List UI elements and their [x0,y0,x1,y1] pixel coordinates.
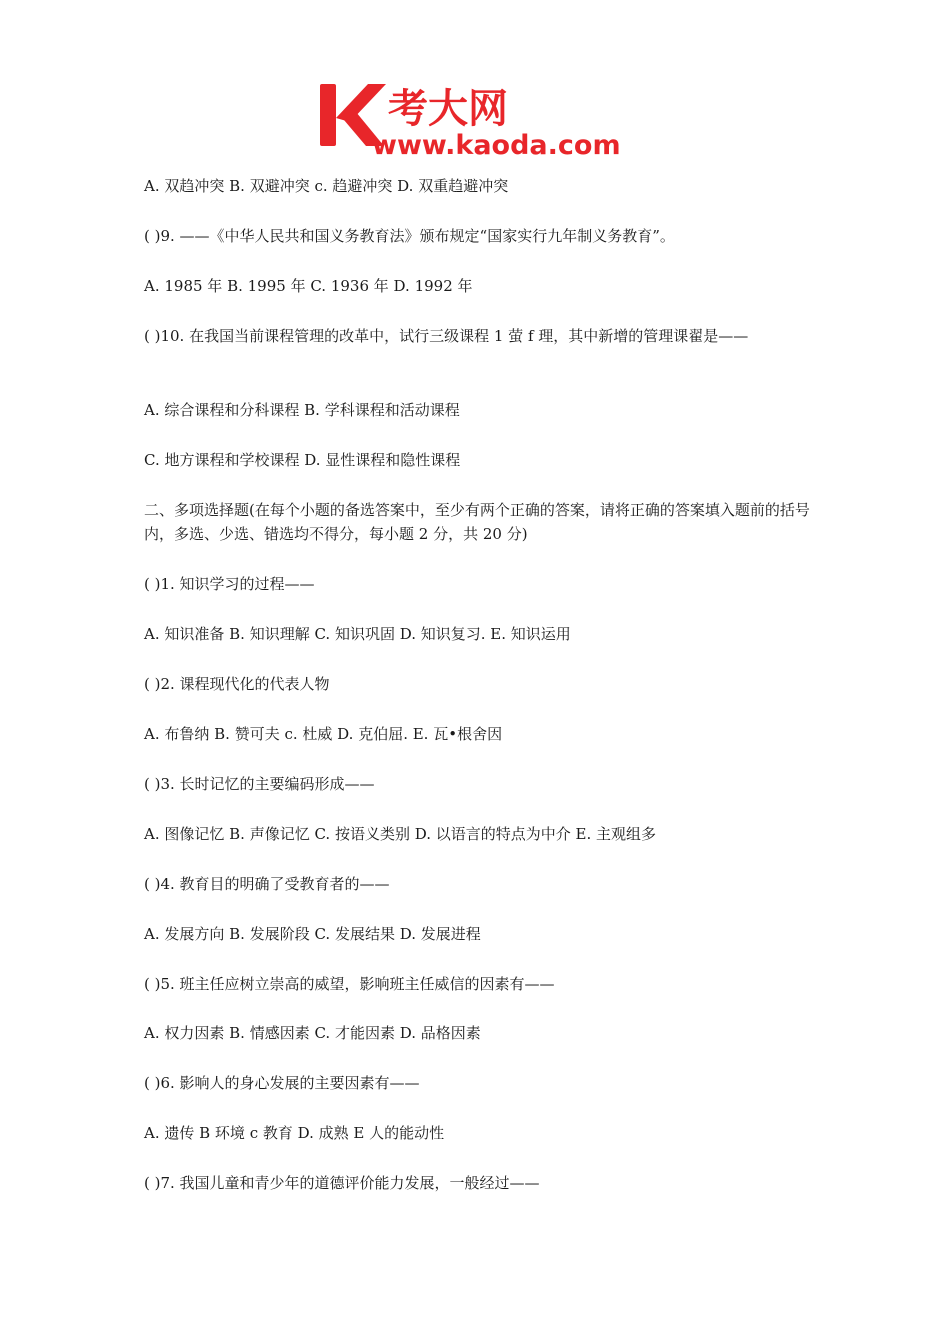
mc-options-2: A. 布鲁纳 B. 赞可夫 c. 杜威 D. 克伯屈. E. 瓦•根舍因 [144,725,503,743]
mc-question-7: ( )7. 我国儿童和青少年的道德评价能力发展，一般经过—— [144,1174,540,1192]
mc-options-1: A. 知识准备 B. 知识理解 C. 知识巩固 D. 知识复习. E. 知识运用 [144,625,571,643]
mc-question-6: ( )6. 影响人的身心发展的主要因素有—— [144,1074,420,1092]
section-heading-multiple-choice: 二、多项选择题(在每个小题的备选答案中，至少有两个正确的答案，请将正确的答案填入题前的括号内，多选、少选、错选均不得分，每小题 2 分，共 20 分) [144,501,810,543]
kaoda-logo [318,78,648,160]
mc-question-3: ( )3. 长时记忆的主要编码形成—— [144,775,375,793]
question-10: ( )10. 在我国当前课程管理的改革中，试行三级课程 1 萤 f 理，其中新增的管理课翟是—— [144,327,749,345]
mc-question-2: ( )2. 课程现代化的代表人物 [144,675,330,693]
option-line-q9: A. 1985 年 B. 1995 年 C. 1936 年 D. 1992 年 [144,277,473,295]
mc-options-4: A. 发展方向 B. 发展阶段 C. 发展结果 D. 发展进程 [144,925,481,943]
mc-options-3: A. 图像记忆 B. 声像记忆 C. 按语义类别 D. 以语言的特点为中介 E. 主观组多 [144,825,656,843]
mc-question-1: ( )1. 知识学习的过程—— [144,575,315,593]
mc-options-5: A. 权力因素 B. 情感因素 C. 才能因素 D. 品格因素 [144,1024,481,1042]
logo-brand-text: 考大网 [388,86,508,132]
logo-url-text: www.kaoda.com [372,130,621,160]
mc-options-6: A. 遗传 B 环境 c 教育 D. 成熟 E 人的能动性 [144,1124,445,1142]
question-9: ( )9. ——《中华人民共和国义务教育法》颁布规定“国家实行九年制义务教育”。 [144,227,675,245]
mc-question-5: ( )5. 班主任应树立崇高的威望，影响班主任威信的因素有—— [144,975,555,993]
option-line-q10-ab: A. 综合课程和分科课程 B. 学科课程和活动课程 [144,401,460,419]
option-line-q8: A. 双趋冲突 B. 双避冲突 c. 趋避冲突 D. 双重趋避冲突 [144,177,509,195]
option-line-q10-cd: C. 地方课程和学校课程 D. 显性课程和隐性课程 [144,451,461,469]
mc-question-4: ( )4. 教育目的明确了受教育者的—— [144,875,390,893]
